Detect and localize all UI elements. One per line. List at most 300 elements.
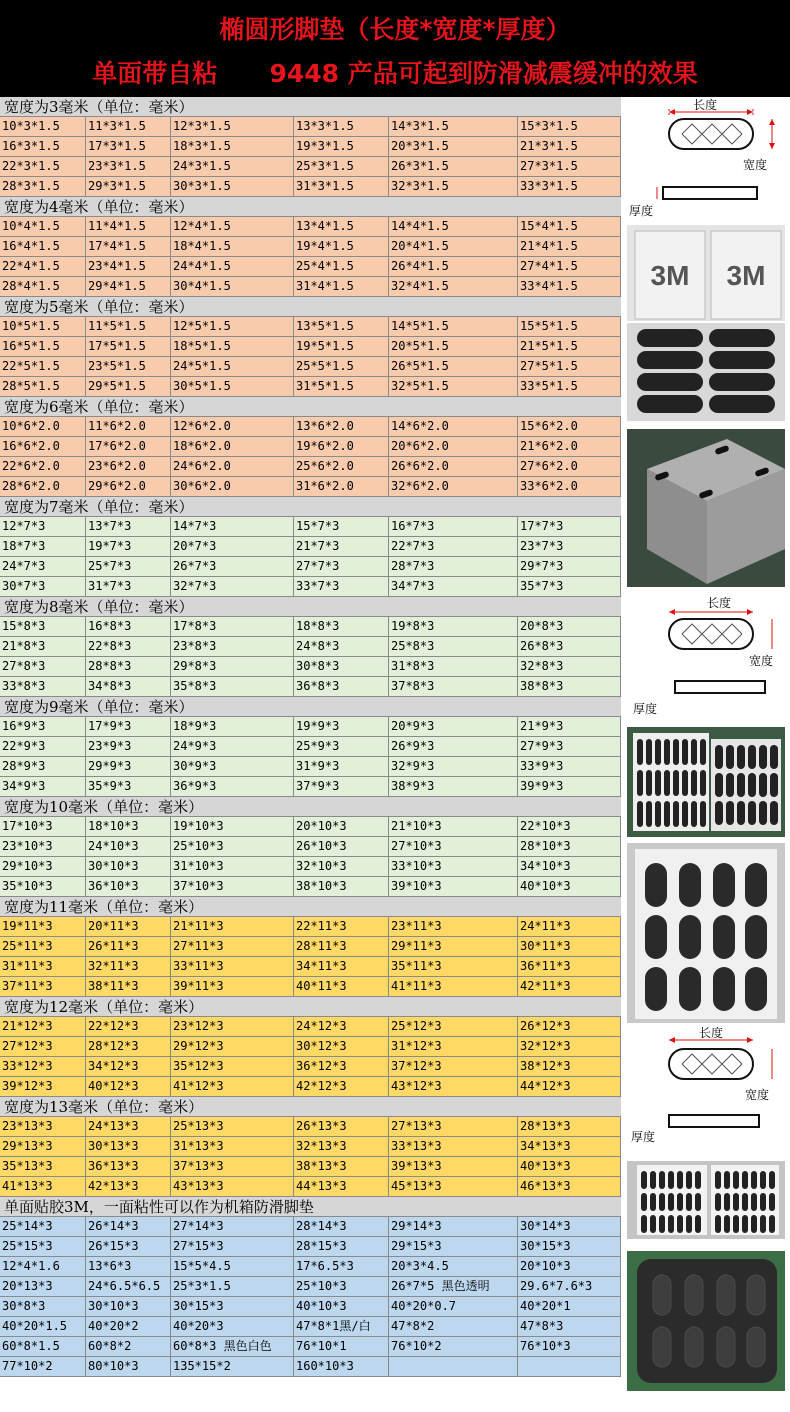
size-cell: 29*12*3 xyxy=(171,1037,294,1056)
size-cell: 14*5*1.5 xyxy=(389,317,518,336)
size-cell: 20*9*3 xyxy=(389,717,518,736)
section-header: 单面贴胶3M，一面粘性可以作为机箱防滑脚垫 xyxy=(0,1197,621,1217)
title-banner xyxy=(0,0,790,97)
size-cell: 31*9*3 xyxy=(294,757,389,776)
size-cell: 13*4*1.5 xyxy=(294,217,389,236)
size-cell: 22*3*1.5 xyxy=(0,157,86,176)
section-header: 宽度为10毫米（单位：毫米） xyxy=(0,797,621,817)
size-cell: 27*13*3 xyxy=(389,1117,518,1136)
size-cell: 12*6*2.0 xyxy=(171,417,294,436)
size-cell: 23*11*3 xyxy=(389,917,518,936)
size-cell: 12*4*1.5 xyxy=(171,217,294,236)
size-cell: 20*11*3 xyxy=(86,917,171,936)
size-cell: 27*7*3 xyxy=(294,557,389,576)
size-cell: 22*11*3 xyxy=(294,917,389,936)
size-cell: 20*4*1.5 xyxy=(389,237,518,256)
size-cell: 25*15*3 xyxy=(0,1237,86,1256)
size-cell: 60*8*3 黑色白色 xyxy=(171,1337,294,1356)
size-cell: 32*7*3 xyxy=(171,577,294,596)
size-cell: 10*4*1.5 xyxy=(0,217,86,236)
label-length-2: 长度 xyxy=(706,597,732,610)
size-cell: 39*11*3 xyxy=(171,977,294,996)
size-cell: 30*14*3 xyxy=(518,1217,621,1236)
size-cell: 39*12*3 xyxy=(0,1077,86,1096)
size-cell: 24*6*2.0 xyxy=(171,457,294,476)
size-cell: 29*11*3 xyxy=(389,937,518,956)
size-cell: 37*12*3 xyxy=(389,1057,518,1076)
size-cell: 34*11*3 xyxy=(294,957,389,976)
page-title: 椭圆形脚垫（长度*宽度*厚度） xyxy=(219,15,571,44)
table-row xyxy=(0,917,621,937)
size-cell: 30*15*3 xyxy=(518,1237,621,1256)
size-cell: 17*8*3 xyxy=(171,617,294,636)
section-header: 宽度为4毫米（单位：毫米） xyxy=(0,197,621,217)
size-cell: 15*5*1.5 xyxy=(518,317,621,336)
size-cell: 20*10*3 xyxy=(518,1257,621,1276)
label-thickness-2: 厚度 xyxy=(633,702,658,716)
size-cell: 29*13*3 xyxy=(0,1137,86,1156)
size-cell: 16*7*3 xyxy=(389,517,518,536)
table-row xyxy=(0,1157,621,1177)
table-row xyxy=(0,257,621,277)
size-cell: 14*6*2.0 xyxy=(389,417,518,436)
size-cell: 15*8*3 xyxy=(0,617,86,636)
size-cell: 20*6*2.0 xyxy=(389,437,518,456)
size-cell: 27*12*3 xyxy=(0,1037,86,1056)
size-cell: 13*6*2.0 xyxy=(294,417,389,436)
size-cell xyxy=(518,1357,621,1376)
table-row xyxy=(0,237,621,257)
size-cell: 42*11*3 xyxy=(518,977,621,996)
dimension-diagram-3 xyxy=(627,1027,785,1145)
size-cell: 17*4*1.5 xyxy=(86,237,171,256)
size-cell: 21*9*3 xyxy=(518,717,621,736)
size-cell: 21*8*3 xyxy=(0,637,86,656)
size-cell: 10*3*1.5 xyxy=(0,117,86,136)
table-row xyxy=(0,837,621,857)
size-cell: 32*8*3 xyxy=(518,657,621,676)
size-cell: 23*8*3 xyxy=(171,637,294,656)
size-cell: 18*7*3 xyxy=(0,537,86,556)
size-cell: 33*5*1.5 xyxy=(518,377,621,396)
size-cell: 29*14*3 xyxy=(389,1217,518,1236)
dimension-diagram-2 xyxy=(627,597,785,717)
size-cell: 30*8*3 xyxy=(0,1297,86,1316)
table-row xyxy=(0,517,621,537)
size-cell: 35*11*3 xyxy=(389,957,518,976)
size-cell: 40*10*3 xyxy=(518,877,621,896)
size-cell: 34*9*3 xyxy=(0,777,86,796)
size-cell: 18*8*3 xyxy=(294,617,389,636)
size-cell: 30*10*3 xyxy=(86,1297,171,1316)
size-cell: 37*11*3 xyxy=(0,977,86,996)
size-cell: 34*7*3 xyxy=(389,577,518,596)
size-cell: 25*13*3 xyxy=(171,1117,294,1136)
size-cell: 27*9*3 xyxy=(518,737,621,756)
size-cell: 24*4*1.5 xyxy=(171,257,294,276)
size-cell: 26*14*3 xyxy=(86,1217,171,1236)
size-cell: 80*10*3 xyxy=(86,1357,171,1376)
size-cell: 24*7*3 xyxy=(0,557,86,576)
size-cell: 27*15*3 xyxy=(171,1237,294,1256)
liner-text-left: 3M xyxy=(650,260,690,291)
size-cell: 43*12*3 xyxy=(389,1077,518,1096)
size-cell: 31*3*1.5 xyxy=(294,177,389,196)
size-cell: 22*5*1.5 xyxy=(0,357,86,376)
size-cell: 28*7*3 xyxy=(389,557,518,576)
size-cell: 23*5*1.5 xyxy=(86,357,171,376)
size-cell: 19*5*1.5 xyxy=(294,337,389,356)
label-thickness-3: 厚度 xyxy=(631,1130,656,1144)
size-cell: 29*15*3 xyxy=(389,1237,518,1256)
size-cell: 11*5*1.5 xyxy=(86,317,171,336)
size-cell: 26*15*3 xyxy=(86,1237,171,1256)
size-cell: 26*9*3 xyxy=(389,737,518,756)
size-cell: 30*4*1.5 xyxy=(171,277,294,296)
table-row xyxy=(0,277,621,297)
size-cell: 29*7*3 xyxy=(518,557,621,576)
size-cell: 27*4*1.5 xyxy=(518,257,621,276)
size-cell: 36*13*3 xyxy=(86,1157,171,1176)
table-row xyxy=(0,657,621,677)
size-cell: 27*3*1.5 xyxy=(518,157,621,176)
table-row xyxy=(0,417,621,437)
dimension-diagram-1 xyxy=(627,97,785,217)
size-cell: 19*7*3 xyxy=(86,537,171,556)
size-cell: 19*4*1.5 xyxy=(294,237,389,256)
size-cell: 43*13*3 xyxy=(171,1177,294,1196)
size-cell: 30*10*3 xyxy=(86,857,171,876)
table-row xyxy=(0,457,621,477)
size-cell: 33*13*3 xyxy=(389,1137,518,1156)
size-cell: 30*9*3 xyxy=(171,757,294,776)
size-cell: 31*5*1.5 xyxy=(294,377,389,396)
size-cell: 35*9*3 xyxy=(86,777,171,796)
size-cell: 24*10*3 xyxy=(86,837,171,856)
size-cell: 23*9*3 xyxy=(86,737,171,756)
table-row xyxy=(0,1237,621,1257)
table-row xyxy=(0,1217,621,1237)
size-cell: 32*11*3 xyxy=(86,957,171,976)
size-cell: 26*7*3 xyxy=(171,557,294,576)
size-cell: 32*5*1.5 xyxy=(389,377,518,396)
rubber-sheet-photo xyxy=(627,1251,785,1391)
size-cell: 12*3*1.5 xyxy=(171,117,294,136)
size-cell: 36*12*3 xyxy=(294,1057,389,1076)
size-cell: 20*3*4.5 xyxy=(389,1257,518,1276)
size-cell: 20*10*3 xyxy=(294,817,389,836)
size-cell: 25*3*1.5 xyxy=(294,157,389,176)
size-cell: 35*10*3 xyxy=(0,877,86,896)
size-cell: 18*5*1.5 xyxy=(171,337,294,356)
size-cell: 28*3*1.5 xyxy=(0,177,86,196)
size-cell: 24*3*1.5 xyxy=(171,157,294,176)
size-cell: 30*15*3 xyxy=(171,1297,294,1316)
size-cell: 29*5*1.5 xyxy=(86,377,171,396)
adhesive-backing-photo xyxy=(627,225,785,321)
size-cell: 22*6*2.0 xyxy=(0,457,86,476)
size-cell: 21*11*3 xyxy=(171,917,294,936)
table-row xyxy=(0,817,621,837)
table-row xyxy=(0,1297,621,1317)
size-cell: 11*4*1.5 xyxy=(86,217,171,236)
table-row xyxy=(0,377,621,397)
size-cell: 12*7*3 xyxy=(0,517,86,536)
size-cell: 11*6*2.0 xyxy=(86,417,171,436)
table-row xyxy=(0,677,621,697)
size-cell: 18*6*2.0 xyxy=(171,437,294,456)
size-cell: 46*13*3 xyxy=(518,1177,621,1196)
section-header: 宽度为6毫米（单位：毫米） xyxy=(0,397,621,417)
size-cell: 32*12*3 xyxy=(518,1037,621,1056)
size-cell: 41*12*3 xyxy=(171,1077,294,1096)
size-cell: 28*4*1.5 xyxy=(0,277,86,296)
size-cell: 38*8*3 xyxy=(518,677,621,696)
size-cell: 25*6*2.0 xyxy=(294,457,389,476)
size-cell: 25*10*3 xyxy=(171,837,294,856)
section-header: 宽度为5毫米（单位：毫米） xyxy=(0,297,621,317)
size-cell: 39*10*3 xyxy=(389,877,518,896)
size-cell: 35*8*3 xyxy=(171,677,294,696)
size-cell: 38*12*3 xyxy=(518,1057,621,1076)
size-cell: 22*4*1.5 xyxy=(0,257,86,276)
section-header: 宽度为9毫米（单位：毫米） xyxy=(0,697,621,717)
size-cell: 28*13*3 xyxy=(518,1117,621,1136)
table-row xyxy=(0,1017,621,1037)
table-row xyxy=(0,217,621,237)
size-cell: 31*11*3 xyxy=(0,957,86,976)
size-cell: 36*9*3 xyxy=(171,777,294,796)
size-cell: 30*8*3 xyxy=(294,657,389,676)
size-cell: 33*9*3 xyxy=(518,757,621,776)
size-cell: 36*8*3 xyxy=(294,677,389,696)
size-cell: 17*7*3 xyxy=(518,517,621,536)
table-row xyxy=(0,117,621,137)
size-cell: 24*13*3 xyxy=(86,1117,171,1136)
size-cell: 34*12*3 xyxy=(86,1057,171,1076)
size-cell: 30*12*3 xyxy=(294,1037,389,1056)
size-cell: 35*13*3 xyxy=(0,1157,86,1176)
size-cell: 24*5*1.5 xyxy=(171,357,294,376)
size-cell: 14*4*1.5 xyxy=(389,217,518,236)
size-cell: 31*7*3 xyxy=(86,577,171,596)
table-row xyxy=(0,877,621,897)
size-cell: 40*20*3 xyxy=(171,1317,294,1336)
section-header: 宽度为8毫米（单位：毫米） xyxy=(0,597,621,617)
table-row xyxy=(0,537,621,557)
size-cell: 34*13*3 xyxy=(518,1137,621,1156)
size-cell: 40*10*3 xyxy=(294,1297,389,1316)
size-cell: 37*9*3 xyxy=(294,777,389,796)
size-cell: 30*5*1.5 xyxy=(171,377,294,396)
size-cell: 30*7*3 xyxy=(0,577,86,596)
size-cell: 15*4*1.5 xyxy=(518,217,621,236)
size-cell: 38*9*3 xyxy=(389,777,518,796)
size-cell: 32*3*1.5 xyxy=(389,177,518,196)
size-cell: 24*11*3 xyxy=(518,917,621,936)
label-thickness: 厚度 xyxy=(629,204,654,217)
size-cell: 32*6*2.0 xyxy=(389,477,518,496)
table-row xyxy=(0,857,621,877)
size-cell: 76*10*3 xyxy=(518,1337,621,1356)
size-cell: 17*10*3 xyxy=(0,817,86,836)
section-header: 宽度为12毫米（单位：毫米） xyxy=(0,997,621,1017)
size-cell: 77*10*2 xyxy=(0,1357,86,1376)
size-cell: 29*8*3 xyxy=(171,657,294,676)
table-row xyxy=(0,1057,621,1077)
table-row xyxy=(0,637,621,657)
table-row xyxy=(0,557,621,577)
size-cell: 27*14*3 xyxy=(171,1217,294,1236)
table-row xyxy=(0,777,621,797)
size-cell: 29*9*3 xyxy=(86,757,171,776)
large-pads-photo xyxy=(627,843,785,1023)
table-row xyxy=(0,937,621,957)
grid-pads-photo xyxy=(627,1161,785,1239)
size-cell: 28*15*3 xyxy=(294,1237,389,1256)
size-cell: 15*3*1.5 xyxy=(518,117,621,136)
size-cell: 38*11*3 xyxy=(86,977,171,996)
section-header: 宽度为3毫米（单位：毫米） xyxy=(0,97,621,117)
size-cell: 33*12*3 xyxy=(0,1057,86,1076)
section-header: 宽度为13毫米（单位：毫米） xyxy=(0,1097,621,1117)
size-cell: 14*3*1.5 xyxy=(389,117,518,136)
size-cell: 19*9*3 xyxy=(294,717,389,736)
size-cell: 23*12*3 xyxy=(171,1017,294,1036)
size-cell: 32*13*3 xyxy=(294,1137,389,1156)
size-cell: 24*9*3 xyxy=(171,737,294,756)
size-cell: 20*13*3 xyxy=(0,1277,86,1296)
size-cell: 26*3*1.5 xyxy=(389,157,518,176)
enclosure-box-photo xyxy=(627,429,785,587)
size-cell: 25*8*3 xyxy=(389,637,518,656)
size-cell: 32*4*1.5 xyxy=(389,277,518,296)
size-cell: 25*4*1.5 xyxy=(294,257,389,276)
size-cell: 41*11*3 xyxy=(389,977,518,996)
size-cell: 32*9*3 xyxy=(389,757,518,776)
size-cell: 25*5*1.5 xyxy=(294,357,389,376)
size-cell: 60*8*2 xyxy=(86,1337,171,1356)
size-cell: 20*3*1.5 xyxy=(389,137,518,156)
size-cell: 31*8*3 xyxy=(389,657,518,676)
size-cell: 18*10*3 xyxy=(86,817,171,836)
size-cell: 26*10*3 xyxy=(294,837,389,856)
size-cell: 29*10*3 xyxy=(0,857,86,876)
size-cell: 13*3*1.5 xyxy=(294,117,389,136)
size-cell: 19*10*3 xyxy=(171,817,294,836)
table-row xyxy=(0,977,621,997)
table-row xyxy=(0,1037,621,1057)
size-cell: 25*11*3 xyxy=(0,937,86,956)
size-cell: 33*11*3 xyxy=(171,957,294,976)
label-width-3: 宽度 xyxy=(745,1088,770,1102)
page-subtitle: 单面带自粘 9448 产品可起到防滑减震缓冲的效果 xyxy=(92,59,698,88)
size-cell: 40*12*3 xyxy=(86,1077,171,1096)
size-cell: 10*5*1.5 xyxy=(0,317,86,336)
size-cell: 60*8*1.5 xyxy=(0,1337,86,1356)
size-cell: 37*13*3 xyxy=(171,1157,294,1176)
size-cell: 17*9*3 xyxy=(86,717,171,736)
size-cell: 19*3*1.5 xyxy=(294,137,389,156)
size-cell: 35*12*3 xyxy=(171,1057,294,1076)
size-cell: 21*7*3 xyxy=(294,537,389,556)
size-cell: 27*11*3 xyxy=(171,937,294,956)
size-cell: 33*10*3 xyxy=(389,857,518,876)
size-cell: 25*10*3 xyxy=(294,1277,389,1296)
size-cell: 17*6*2.0 xyxy=(86,437,171,456)
size-cell: 37*10*3 xyxy=(171,877,294,896)
size-cell: 23*3*1.5 xyxy=(86,157,171,176)
size-cell: 38*10*3 xyxy=(294,877,389,896)
size-cell: 35*7*3 xyxy=(518,577,621,596)
size-cell: 30*11*3 xyxy=(518,937,621,956)
size-cell: 26*11*3 xyxy=(86,937,171,956)
size-cell: 17*5*1.5 xyxy=(86,337,171,356)
table-row xyxy=(0,1137,621,1157)
table-row xyxy=(0,177,621,197)
size-cell: 39*9*3 xyxy=(518,777,621,796)
size-cell: 22*7*3 xyxy=(389,537,518,556)
size-cell: 16*8*3 xyxy=(86,617,171,636)
size-cell: 24*6.5*6.5 xyxy=(86,1277,171,1296)
size-cell: 22*8*3 xyxy=(86,637,171,656)
size-cell: 16*3*1.5 xyxy=(0,137,86,156)
size-cell: 27*8*3 xyxy=(0,657,86,676)
size-cell: 34*8*3 xyxy=(86,677,171,696)
product-images-column xyxy=(621,97,790,1412)
size-cell: 19*6*2.0 xyxy=(294,437,389,456)
size-cell: 25*7*3 xyxy=(86,557,171,576)
size-cell: 22*9*3 xyxy=(0,737,86,756)
table-row xyxy=(0,477,621,497)
table-row xyxy=(0,137,621,157)
size-cell: 76*10*2 xyxy=(389,1337,518,1356)
size-cell: 18*3*1.5 xyxy=(171,137,294,156)
size-cell: 21*6*2.0 xyxy=(518,437,621,456)
table-row xyxy=(0,757,621,777)
size-cell: 16*4*1.5 xyxy=(0,237,86,256)
size-cell: 47*8*2 xyxy=(389,1317,518,1336)
size-cell: 23*7*3 xyxy=(518,537,621,556)
size-cell xyxy=(389,1357,518,1376)
label-width-2: 宽度 xyxy=(749,654,774,668)
size-cell: 33*3*1.5 xyxy=(518,177,621,196)
table-row xyxy=(0,577,621,597)
size-cell: 44*13*3 xyxy=(294,1177,389,1196)
size-cell: 21*4*1.5 xyxy=(518,237,621,256)
size-cell: 36*10*3 xyxy=(86,877,171,896)
size-cell: 28*8*3 xyxy=(86,657,171,676)
size-cell: 44*12*3 xyxy=(518,1077,621,1096)
size-cell: 31*13*3 xyxy=(171,1137,294,1156)
size-cell: 40*20*1 xyxy=(518,1297,621,1316)
size-cell: 10*6*2.0 xyxy=(0,417,86,436)
size-cell: 42*13*3 xyxy=(86,1177,171,1196)
table-row xyxy=(0,157,621,177)
size-cell: 21*3*1.5 xyxy=(518,137,621,156)
size-cell: 20*5*1.5 xyxy=(389,337,518,356)
size-cell: 32*10*3 xyxy=(294,857,389,876)
size-cell: 16*6*2.0 xyxy=(0,437,86,456)
size-cell: 18*9*3 xyxy=(171,717,294,736)
size-cell: 23*13*3 xyxy=(0,1117,86,1136)
label-width: 宽度 xyxy=(743,158,768,172)
size-cell: 40*20*1.5 xyxy=(0,1317,86,1336)
size-cell: 40*11*3 xyxy=(294,977,389,996)
size-cell: 135*15*2 xyxy=(171,1357,294,1376)
size-cell: 13*6*3 xyxy=(86,1257,171,1276)
liner-text-right: 3M xyxy=(726,260,766,291)
